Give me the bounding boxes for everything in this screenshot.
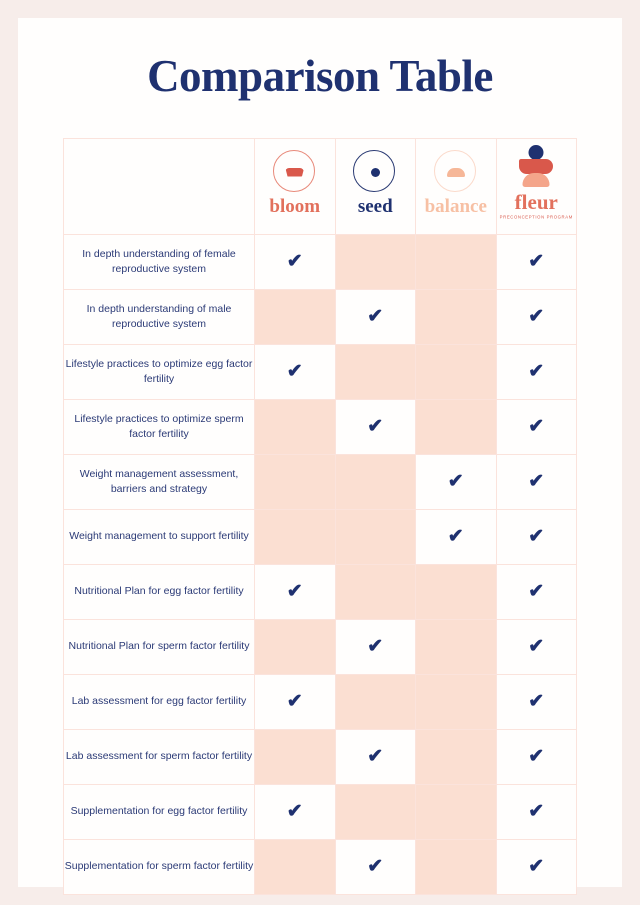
table-row: [64, 455, 577, 510]
check-icon: ✔: [286, 801, 303, 822]
check-icon: ✔: [528, 746, 545, 767]
check-icon: ✔: [367, 306, 384, 327]
table-header-row: [64, 139, 577, 235]
empty-cell-seed: [335, 235, 416, 290]
check-icon: ✔: [528, 251, 545, 272]
circle-with-dot-icon: [353, 150, 397, 194]
empty-cell-bloom: [255, 455, 336, 510]
empty-cell-bloom: [255, 510, 336, 565]
brand-tagline-fleur: PRECONCEPTION PROGRAM: [499, 214, 573, 220]
empty-cell-seed: [335, 345, 416, 400]
comparison-table: [63, 138, 577, 895]
table-row: [64, 840, 577, 895]
check-cell-balance: [416, 510, 497, 565]
check-cell-bloom: [255, 345, 336, 400]
feature-label: Lifestyle practices to optimize egg factor fertility: [64, 345, 255, 400]
check-icon: ✔: [367, 416, 384, 437]
check-cell-fleur: [496, 620, 577, 675]
feature-label: Lab assessment for egg factor fertility: [64, 675, 255, 730]
empty-cell-bloom: [255, 400, 336, 455]
check-icon: ✔: [286, 251, 303, 272]
feature-label: Nutritional Plan for egg factor fertility: [64, 565, 255, 620]
check-cell-fleur: [496, 345, 577, 400]
empty-cell-bloom: [255, 290, 336, 345]
check-cell-fleur: [496, 785, 577, 840]
feature-label: Lifestyle practices to optimize sperm factor fertility: [64, 400, 255, 455]
check-cell-fleur: [496, 730, 577, 785]
empty-cell-balance: [416, 290, 497, 345]
check-icon: ✔: [528, 416, 545, 437]
empty-cell-balance: [416, 565, 497, 620]
table-row: [64, 510, 577, 565]
check-cell-balance: [416, 455, 497, 510]
check-icon: ✔: [367, 636, 384, 657]
feature-label: Weight management to support fertility: [64, 510, 255, 565]
table-row: [64, 730, 577, 785]
fleur-stack-icon: [514, 145, 558, 189]
column-header-seed: [335, 139, 416, 235]
check-icon: ✔: [367, 856, 384, 877]
column-header-bloom: [255, 139, 336, 235]
empty-cell-seed: [335, 510, 416, 565]
empty-cell-balance: [416, 235, 497, 290]
check-cell-fleur: [496, 235, 577, 290]
check-icon: ✔: [528, 801, 545, 822]
table-row: [64, 290, 577, 345]
check-cell-fleur: [496, 400, 577, 455]
check-icon: ✔: [286, 691, 303, 712]
table-body: [64, 235, 577, 895]
check-cell-fleur: [496, 290, 577, 345]
check-cell-seed: [335, 730, 416, 785]
circle-with-dome-icon: [434, 150, 478, 194]
empty-cell-bloom: [255, 840, 336, 895]
feature-label: Supplementation for egg factor fertility: [64, 785, 255, 840]
check-cell-fleur: [496, 675, 577, 730]
feature-label: Supplementation for sperm factor fertility: [64, 840, 255, 895]
empty-cell-seed: [335, 675, 416, 730]
check-icon: ✔: [528, 636, 545, 657]
check-cell-bloom: [255, 675, 336, 730]
table-row: [64, 675, 577, 730]
check-icon: ✔: [528, 581, 545, 602]
check-icon: ✔: [528, 471, 545, 492]
table-row: [64, 235, 577, 290]
check-icon: ✔: [528, 361, 545, 382]
column-header-fleur: [496, 139, 577, 235]
brand-name-seed: seed: [357, 196, 393, 217]
feature-label: In depth understanding of female reproductive system: [64, 235, 255, 290]
empty-cell-seed: [335, 455, 416, 510]
page-title: Comparison Table: [147, 51, 493, 101]
check-cell-bloom: [255, 565, 336, 620]
check-cell-seed: [335, 400, 416, 455]
empty-cell-seed: [335, 565, 416, 620]
check-cell-fleur: [496, 840, 577, 895]
feature-label: Lab assessment for sperm factor fertility: [64, 730, 255, 785]
table-row: [64, 785, 577, 840]
brand-name-fleur: fleur: [514, 190, 558, 214]
check-icon: ✔: [447, 526, 464, 547]
empty-cell-bloom: [255, 730, 336, 785]
check-icon: ✔: [286, 581, 303, 602]
check-icon: ✔: [367, 746, 384, 767]
table-row: [64, 400, 577, 455]
brand-name-bloom: bloom: [269, 196, 321, 217]
table-row: [64, 620, 577, 675]
empty-cell-balance: [416, 620, 497, 675]
check-icon: ✔: [528, 856, 545, 877]
empty-cell-bloom: [255, 620, 336, 675]
check-cell-seed: [335, 620, 416, 675]
table-row: [64, 565, 577, 620]
poster-card: [18, 18, 622, 887]
column-header-balance: [416, 139, 497, 235]
empty-cell-balance: [416, 840, 497, 895]
table-row: [64, 345, 577, 400]
feature-label: Nutritional Plan for sperm factor fertility: [64, 620, 255, 675]
check-cell-seed: [335, 290, 416, 345]
empty-cell-balance: [416, 345, 497, 400]
check-icon: ✔: [528, 306, 545, 327]
check-cell-bloom: [255, 785, 336, 840]
feature-label: Weight management assessment, barriers and strategy: [64, 455, 255, 510]
check-cell-fleur: [496, 565, 577, 620]
brand-name-balance: balance: [424, 196, 487, 217]
check-cell-fleur: [496, 455, 577, 510]
check-cell-bloom: [255, 235, 336, 290]
circle-with-petal-icon: [273, 150, 317, 194]
check-icon: ✔: [286, 361, 303, 382]
check-cell-fleur: [496, 510, 577, 565]
empty-cell-balance: [416, 730, 497, 785]
check-cell-seed: [335, 840, 416, 895]
feature-label: In depth understanding of male reproductive system: [64, 290, 255, 345]
check-icon: ✔: [528, 691, 545, 712]
empty-cell-balance: [416, 785, 497, 840]
check-icon: ✔: [528, 526, 545, 547]
check-icon: ✔: [447, 471, 464, 492]
empty-cell-seed: [335, 785, 416, 840]
header-blank-cell: [64, 139, 255, 235]
empty-cell-balance: [416, 400, 497, 455]
empty-cell-balance: [416, 675, 497, 730]
